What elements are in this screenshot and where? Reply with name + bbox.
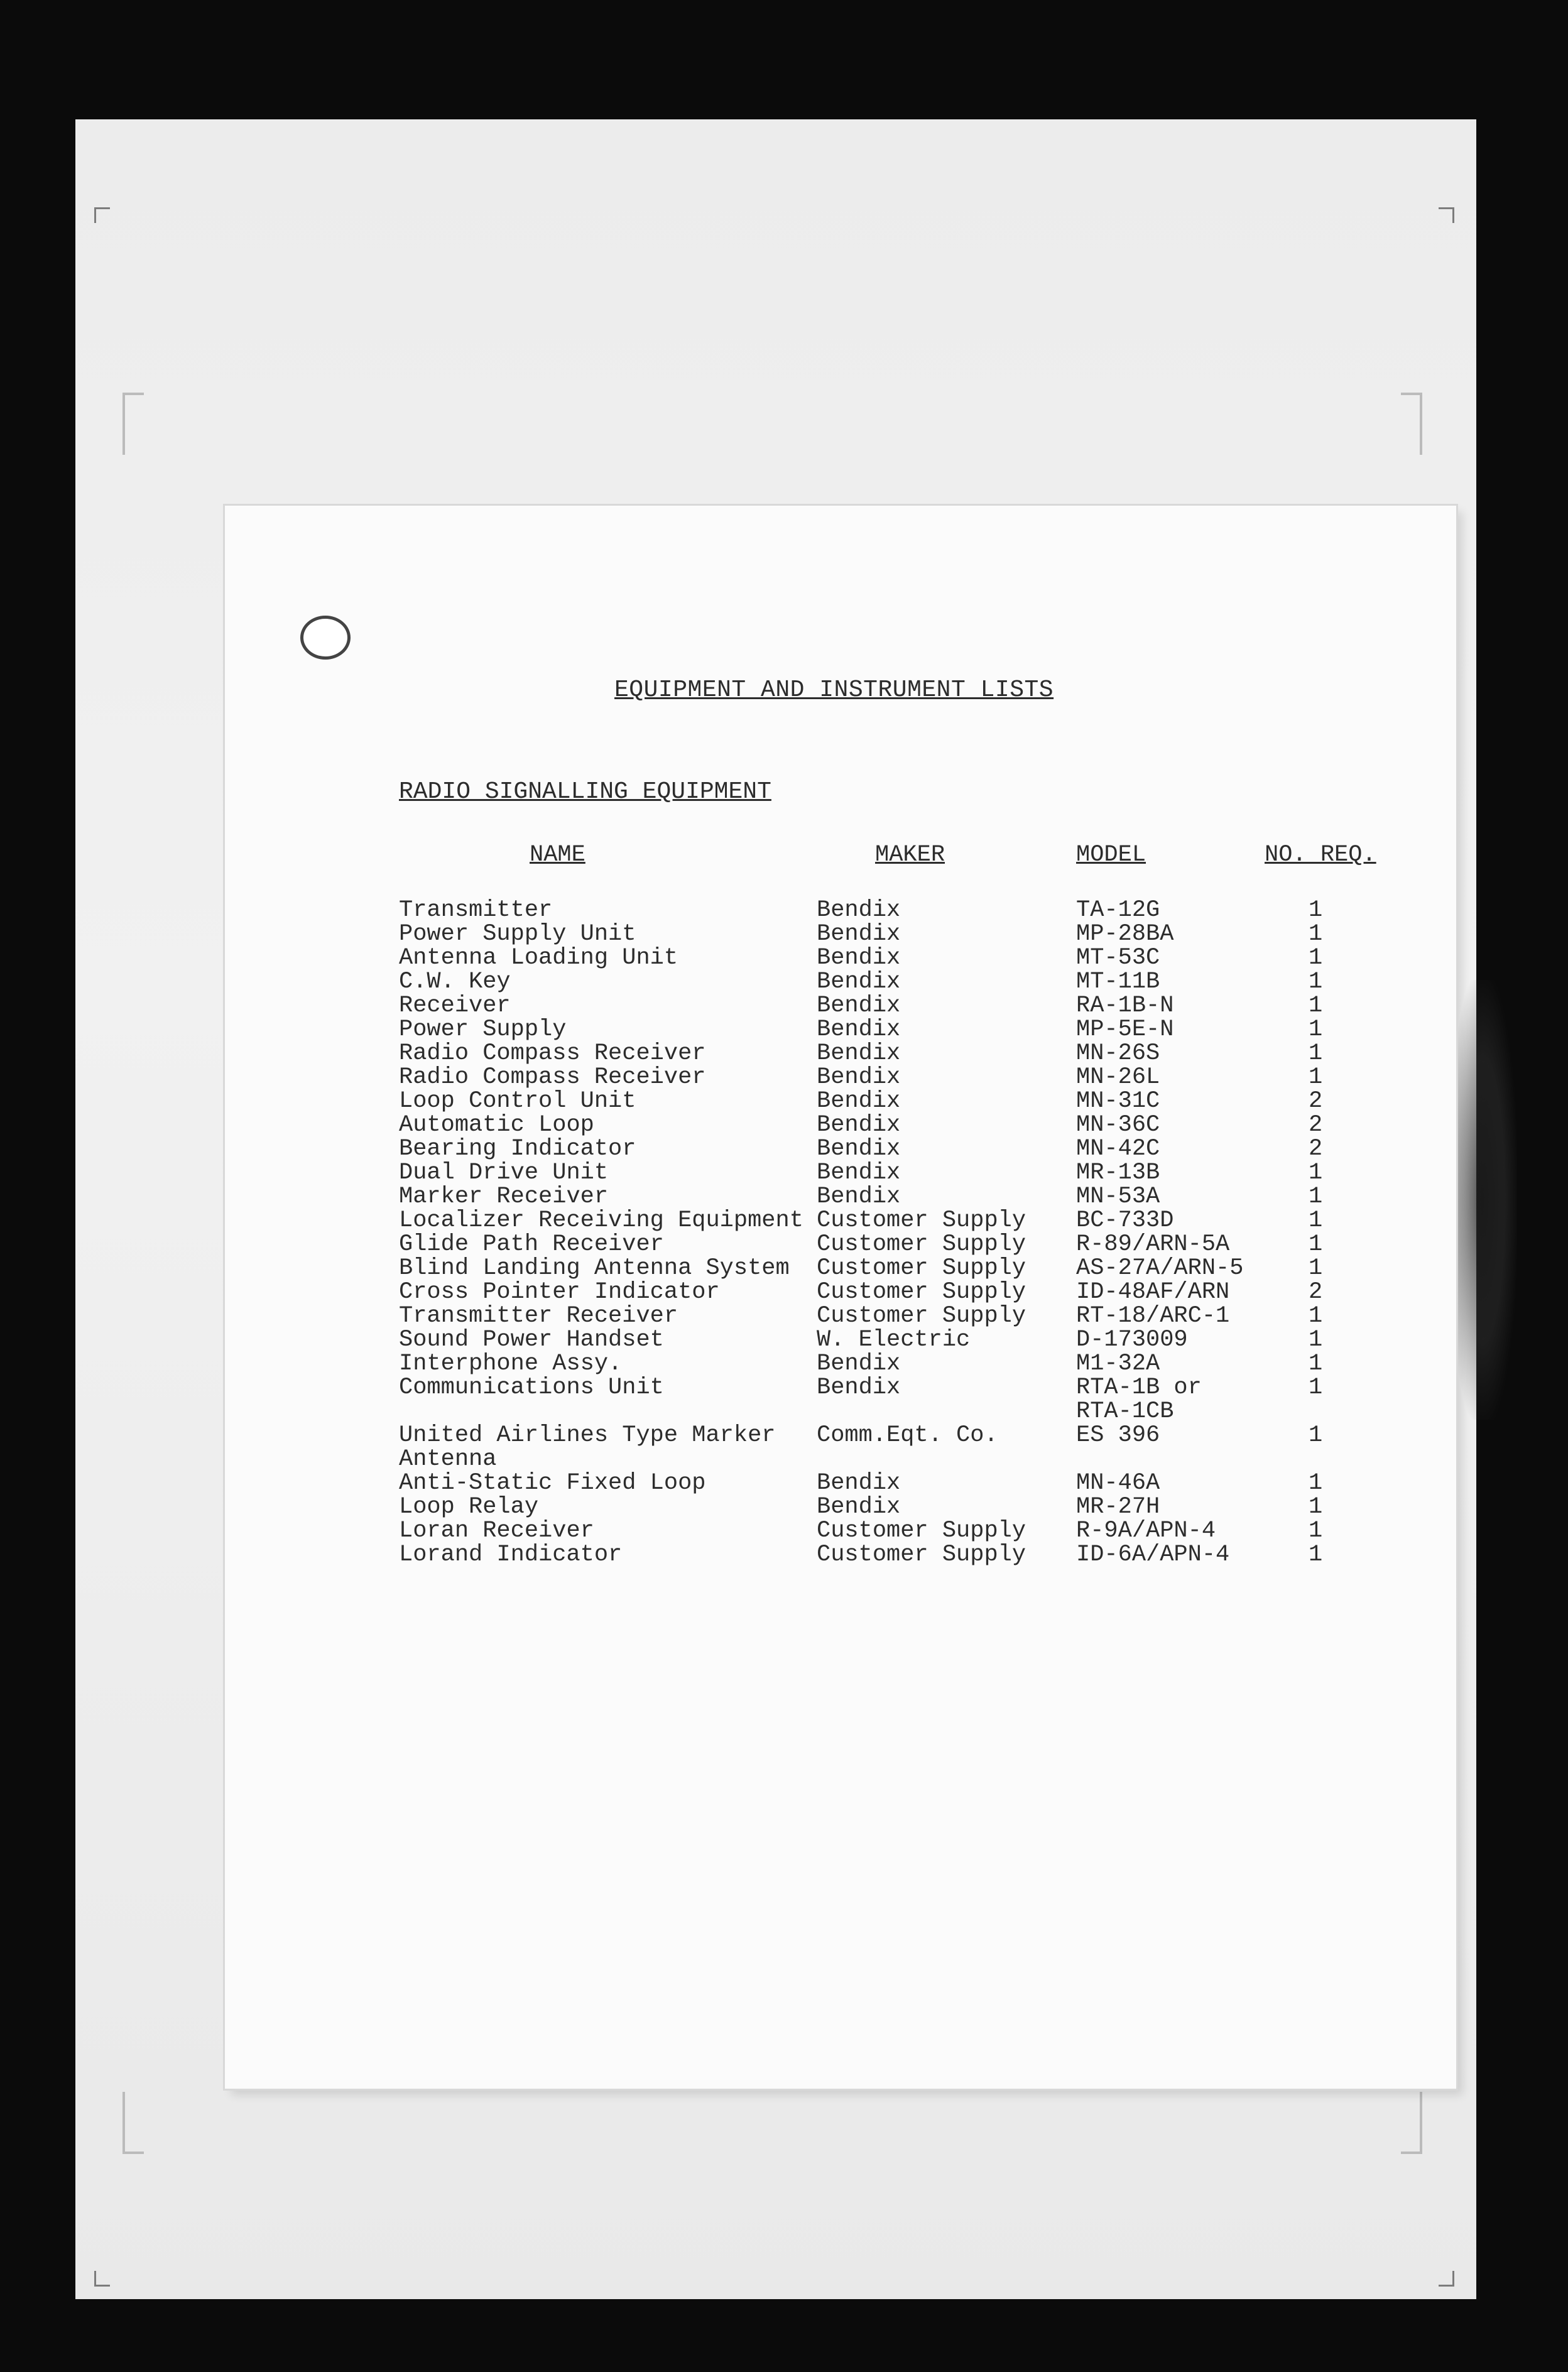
equipment-name: United Airlines Type Marker Antenna	[399, 1422, 776, 1472]
table-row	[225, 1018, 1456, 1042]
typed-document-page	[225, 506, 1456, 2089]
document-title: EQUIPMENT AND INSTRUMENT LISTS	[614, 677, 1054, 704]
equipment-model: ID-6A/APN-4	[1076, 1542, 1230, 1568]
equipment-quantity: 1	[1309, 921, 1323, 947]
equipment-name: Bearing Indicator	[399, 1136, 636, 1162]
crop-mark-bottom-right	[1439, 2271, 1454, 2287]
equipment-name: Communications Unit	[399, 1374, 664, 1401]
equipment-name: Sound Power Handset	[399, 1327, 664, 1353]
table-row	[225, 1423, 1456, 1471]
table-row	[225, 1185, 1456, 1209]
equipment-maker: Bendix	[817, 1136, 901, 1162]
equipment-quantity: 1	[1309, 1016, 1323, 1043]
table-row	[225, 970, 1456, 994]
equipment-maker: Bendix	[817, 945, 901, 971]
equipment-name: Marker Receiver	[399, 1183, 609, 1210]
table-row	[225, 1280, 1456, 1304]
equipment-model: MP-28BA	[1076, 921, 1174, 947]
equipment-maker: Bendix	[817, 1494, 901, 1520]
equipment-name: Antenna Loading Unit	[399, 945, 678, 971]
table-row	[225, 1065, 1456, 1089]
equipment-name: Power Supply	[399, 1016, 567, 1043]
equipment-quantity: 1	[1309, 1351, 1323, 1377]
equipment-model: MN-46A	[1076, 1470, 1160, 1496]
equipment-maker: Bendix	[817, 1351, 901, 1377]
equipment-model: RTA-1B or RTA-1CB	[1076, 1374, 1202, 1425]
equipment-maker: Bendix	[817, 1040, 901, 1067]
equipment-model: MN-31C	[1076, 1088, 1160, 1114]
equipment-quantity: 1	[1309, 1494, 1323, 1520]
equipment-quantity: 1	[1309, 1160, 1323, 1186]
equipment-maker: Bendix	[817, 1470, 901, 1496]
equipment-maker: Bendix	[817, 1112, 901, 1138]
table-row	[225, 1376, 1456, 1423]
table-row	[225, 946, 1456, 970]
equipment-model: MT-53C	[1076, 945, 1160, 971]
equipment-quantity: 1	[1309, 969, 1323, 995]
equipment-quantity: 1	[1309, 1255, 1323, 1281]
column-header-name: NAME	[530, 842, 585, 868]
equipment-maker: Bendix	[817, 897, 901, 923]
table-row	[225, 1471, 1456, 1495]
equipment-model: RA-1B-N	[1076, 993, 1174, 1019]
equipment-quantity: 1	[1309, 1422, 1323, 1449]
equipment-model: ID-48AF/ARN	[1076, 1279, 1230, 1305]
equipment-name: Loop Relay	[399, 1494, 539, 1520]
equipment-name: C.W. Key	[399, 969, 511, 995]
table-row	[225, 1113, 1456, 1137]
table-row	[225, 1209, 1456, 1232]
equipment-model: AS-27A/ARN-5	[1076, 1255, 1244, 1281]
equipment-name: Transmitter Receiver	[399, 1303, 678, 1329]
equipment-maker: Bendix	[817, 1088, 901, 1114]
equipment-model: MN-53A	[1076, 1183, 1160, 1210]
table-row	[225, 1232, 1456, 1256]
equipment-name: Loran Receiver	[399, 1518, 594, 1544]
equipment-quantity: 1	[1309, 1542, 1323, 1568]
equipment-maker: Bendix	[817, 1374, 901, 1401]
equipment-name: Automatic Loop	[399, 1112, 594, 1138]
frame-bracket-bottom-right	[1401, 2092, 1422, 2154]
equipment-model: MN-36C	[1076, 1112, 1160, 1138]
table-row	[225, 1042, 1456, 1065]
table-row	[225, 1161, 1456, 1185]
equipment-model: R-89/ARN-5A	[1076, 1231, 1230, 1258]
table-row	[225, 1495, 1456, 1519]
equipment-maker: Customer Supply	[817, 1207, 1026, 1234]
equipment-quantity: 1	[1309, 1374, 1323, 1401]
equipment-model: R-9A/APN-4	[1076, 1518, 1216, 1544]
equipment-name: Cross Pointer Indicator	[399, 1279, 720, 1305]
frame-bracket-top-right	[1401, 393, 1422, 455]
equipment-quantity: 2	[1309, 1136, 1323, 1162]
equipment-maker: Bendix	[817, 921, 901, 947]
equipment-name: Loop Control Unit	[399, 1088, 636, 1114]
table-row	[225, 1519, 1456, 1543]
equipment-maker: Bendix	[817, 1183, 901, 1210]
equipment-quantity: 1	[1309, 897, 1323, 923]
frame-bracket-top-left	[122, 393, 144, 455]
punch-hole	[300, 616, 351, 660]
equipment-quantity: 1	[1309, 1231, 1323, 1258]
equipment-maker: Customer Supply	[817, 1255, 1026, 1281]
table-row	[225, 994, 1456, 1018]
table-row	[225, 1328, 1456, 1352]
column-header-quantity: NO. REQ.	[1265, 842, 1376, 868]
equipment-maker: Customer Supply	[817, 1518, 1026, 1544]
equipment-quantity: 1	[1309, 1518, 1323, 1544]
equipment-model: MP-5E-N	[1076, 1016, 1174, 1043]
crop-mark-bottom-left	[94, 2271, 110, 2287]
column-header-model: MODEL	[1076, 842, 1146, 868]
equipment-model: MT-11B	[1076, 969, 1160, 995]
equipment-maker: Customer Supply	[817, 1279, 1026, 1305]
equipment-quantity: 1	[1309, 993, 1323, 1019]
equipment-quantity: 1	[1309, 945, 1323, 971]
crop-mark-top-right	[1439, 207, 1454, 223]
table-row	[225, 1137, 1456, 1161]
equipment-model: MR-13B	[1076, 1160, 1160, 1186]
equipment-quantity: 2	[1309, 1279, 1323, 1305]
equipment-quantity: 1	[1309, 1327, 1323, 1353]
equipment-model: BC-733D	[1076, 1207, 1174, 1234]
equipment-model: ES 396	[1076, 1422, 1160, 1449]
equipment-maker: Bendix	[817, 1016, 901, 1043]
table-row	[225, 1304, 1456, 1328]
crop-mark-top-left	[94, 207, 110, 223]
equipment-name: Transmitter	[399, 897, 553, 923]
equipment-quantity: 1	[1309, 1040, 1323, 1067]
equipment-model: MN-26S	[1076, 1040, 1160, 1067]
equipment-name: Lorand Indicator	[399, 1542, 623, 1568]
equipment-name: Dual Drive Unit	[399, 1160, 609, 1186]
equipment-quantity: 1	[1309, 1064, 1323, 1091]
equipment-name: Anti-Static Fixed Loop	[399, 1470, 706, 1496]
equipment-name: Radio Compass Receiver	[399, 1040, 706, 1067]
equipment-maker: Bendix	[817, 969, 901, 995]
equipment-maker: Comm.Eqt. Co.	[817, 1422, 998, 1449]
table-row	[225, 1352, 1456, 1376]
ink-smudge	[1448, 980, 1517, 1420]
equipment-maker: Customer Supply	[817, 1231, 1026, 1258]
equipment-name: Power Supply Unit	[399, 921, 636, 947]
equipment-maker: W. Electric	[817, 1327, 971, 1353]
equipment-model: MR-27H	[1076, 1494, 1160, 1520]
equipment-maker: Customer Supply	[817, 1542, 1026, 1568]
equipment-table	[225, 898, 1456, 1567]
equipment-quantity: 1	[1309, 1207, 1323, 1234]
equipment-name: Localizer Receiving Equipment	[399, 1207, 803, 1234]
table-row	[225, 1089, 1456, 1113]
section-title: RADIO SIGNALLING EQUIPMENT	[399, 778, 771, 805]
table-row	[225, 1256, 1456, 1280]
equipment-name: Interphone Assy.	[399, 1351, 623, 1377]
equipment-quantity: 1	[1309, 1183, 1323, 1210]
equipment-maker: Bendix	[817, 993, 901, 1019]
equipment-maker: Customer Supply	[817, 1303, 1026, 1329]
equipment-quantity: 1	[1309, 1303, 1323, 1329]
equipment-name: Blind Landing Antenna System	[399, 1255, 790, 1281]
equipment-quantity: 2	[1309, 1088, 1323, 1114]
equipment-model: TA-12G	[1076, 897, 1160, 923]
frame-bracket-bottom-left	[122, 2092, 144, 2154]
table-row	[225, 922, 1456, 946]
equipment-model: M1-32A	[1076, 1351, 1160, 1377]
equipment-model: D-173009	[1076, 1327, 1188, 1353]
table-row	[225, 1543, 1456, 1567]
equipment-name: Glide Path Receiver	[399, 1231, 664, 1258]
equipment-quantity: 2	[1309, 1112, 1323, 1138]
equipment-model: MN-42C	[1076, 1136, 1160, 1162]
equipment-quantity: 1	[1309, 1470, 1323, 1496]
equipment-model: RT-18/ARC-1	[1076, 1303, 1230, 1329]
equipment-name: Receiver	[399, 993, 511, 1019]
equipment-maker: Bendix	[817, 1064, 901, 1091]
column-header-maker: MAKER	[875, 842, 945, 868]
equipment-model: MN-26L	[1076, 1064, 1160, 1091]
equipment-maker: Bendix	[817, 1160, 901, 1186]
equipment-name: Radio Compass Receiver	[399, 1064, 706, 1091]
table-row	[225, 898, 1456, 922]
